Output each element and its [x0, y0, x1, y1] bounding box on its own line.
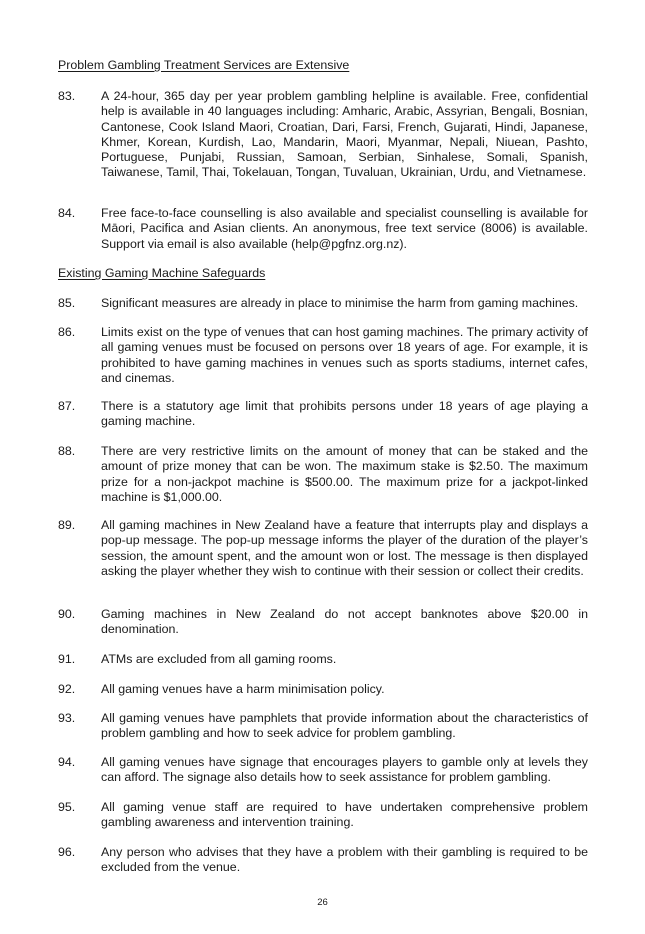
- paragraph-number: 86.: [58, 325, 76, 339]
- paragraph-88: [58, 444, 588, 505]
- paragraph-number: 88.: [58, 444, 76, 458]
- paragraph-87: [58, 399, 588, 430]
- paragraph-number: 95.: [58, 800, 76, 814]
- paragraph-84: [58, 206, 588, 252]
- paragraph-number: 90.: [58, 607, 76, 621]
- section-heading-safeguards: Existing Gaming Machine Safeguards: [58, 266, 266, 280]
- paragraph-92: [58, 682, 588, 697]
- paragraph-text: ATMs are excluded from all gaming rooms.: [101, 652, 337, 666]
- paragraph-number: 87.: [58, 399, 76, 413]
- page-number: 26: [317, 897, 328, 908]
- paragraph-94: [58, 755, 588, 786]
- paragraph-number: 91.: [58, 652, 76, 666]
- paragraph-text: All gaming venues have pamphlets that provide information about the characteristics of problem gambling and how to seek advice for problem gambling.: [101, 711, 588, 741]
- paragraph-text: All gaming venues have a harm minimisation policy.: [101, 682, 385, 696]
- paragraph-number: 89.: [58, 518, 76, 532]
- paragraph-number: 84.: [58, 206, 76, 220]
- paragraph-text: There is a statutory age limit that prohibits persons under 18 years of age playing a gaming machine.: [101, 399, 588, 429]
- paragraph-96: [58, 845, 588, 876]
- paragraph-85: [58, 296, 588, 311]
- paragraph-text: A 24-hour, 365 day per year problem gambling helpline is available. Free, confidential help is available in 40 languages including: Amharic, Arabic, Assyrian, Bengali, Bosnian, Cantonese, Cook Island Maori, Croatian, Dari, Farsi, French, Gujarati, Hindi, Japanese, Khmer, Korean, Kurdish, Lao, Mandarin, Maori, Myanmar, Nepali, Niuean, Pashto, Portuguese, Punjabi, Russian, Samoan, Serbian, Sinhalese, Somali, Spanish, Taiwanese, Tamil, Thai, Tokelauan, Tongan, Tuvaluan, Ukrainian, Urdu, and Vietnamese.: [101, 89, 588, 180]
- paragraph-95: [58, 800, 588, 831]
- paragraph-93: [58, 711, 588, 742]
- paragraph-83: [58, 89, 588, 181]
- paragraph-90: [58, 607, 588, 638]
- paragraph-text: Limits exist on the type of venues that can host gaming machines. The primary activity of all gaming venues must be focused on persons over 18 years of age. For example, it is prohibited to have gaming machines in venues such as sports stadiums, internet cafes, and cinemas.: [101, 325, 588, 385]
- paragraph-number: 85.: [58, 296, 76, 310]
- paragraph-text: Gaming machines in New Zealand do not accept banknotes above $20.00 in denomination.: [101, 607, 588, 637]
- paragraph-number: 93.: [58, 711, 76, 725]
- paragraph-number: 94.: [58, 755, 76, 769]
- paragraph-text: Any person who advises that they have a problem with their gambling is required to be excluded from the venue.: [101, 845, 588, 875]
- paragraph-text: There are very restrictive limits on the amount of money that can be staked and the amount of prize money that can be won. The maximum stake is $2.50. The maximum prize for a non-jackpot machine is $500.00. The maximum prize for a jackpot-linked machine is $1,000.00.: [101, 444, 588, 504]
- paragraph-number: 96.: [58, 845, 76, 859]
- paragraph-number: 83.: [58, 89, 76, 103]
- paragraph-text: Free face-to-face counselling is also available and specialist counselling is available for Māori, Pacifica and Asian clients. An anonymous, free text service (8006) is available. Support via email is also available (help@pgfnz.org.nz).: [101, 206, 588, 251]
- paragraph-86: [58, 325, 588, 386]
- paragraph-text: Significant measures are already in place to minimise the harm from gaming machines.: [101, 296, 579, 310]
- paragraph-91: [58, 652, 588, 667]
- paragraph-text: All gaming venues have signage that encourages players to gamble only at levels they can afford. The signage also details how to seek assistance for problem gambling.: [101, 755, 588, 785]
- paragraph-89: [58, 518, 588, 579]
- paragraph-number: 92.: [58, 682, 76, 696]
- paragraph-text: All gaming venue staff are required to have undertaken comprehensive problem gambling awareness and intervention training.: [101, 800, 588, 830]
- paragraph-text: All gaming machines in New Zealand have a feature that interrupts play and displays a pop-up message. The pop-up message informs the player of the duration of the player’s session, the amount spent, and the amount won or lost. The message is then displayed asking the player whether they wish to continue with their session or collect their credits.: [101, 518, 588, 578]
- section-heading-treatment: Problem Gambling Treatment Services are Extensive: [58, 58, 350, 72]
